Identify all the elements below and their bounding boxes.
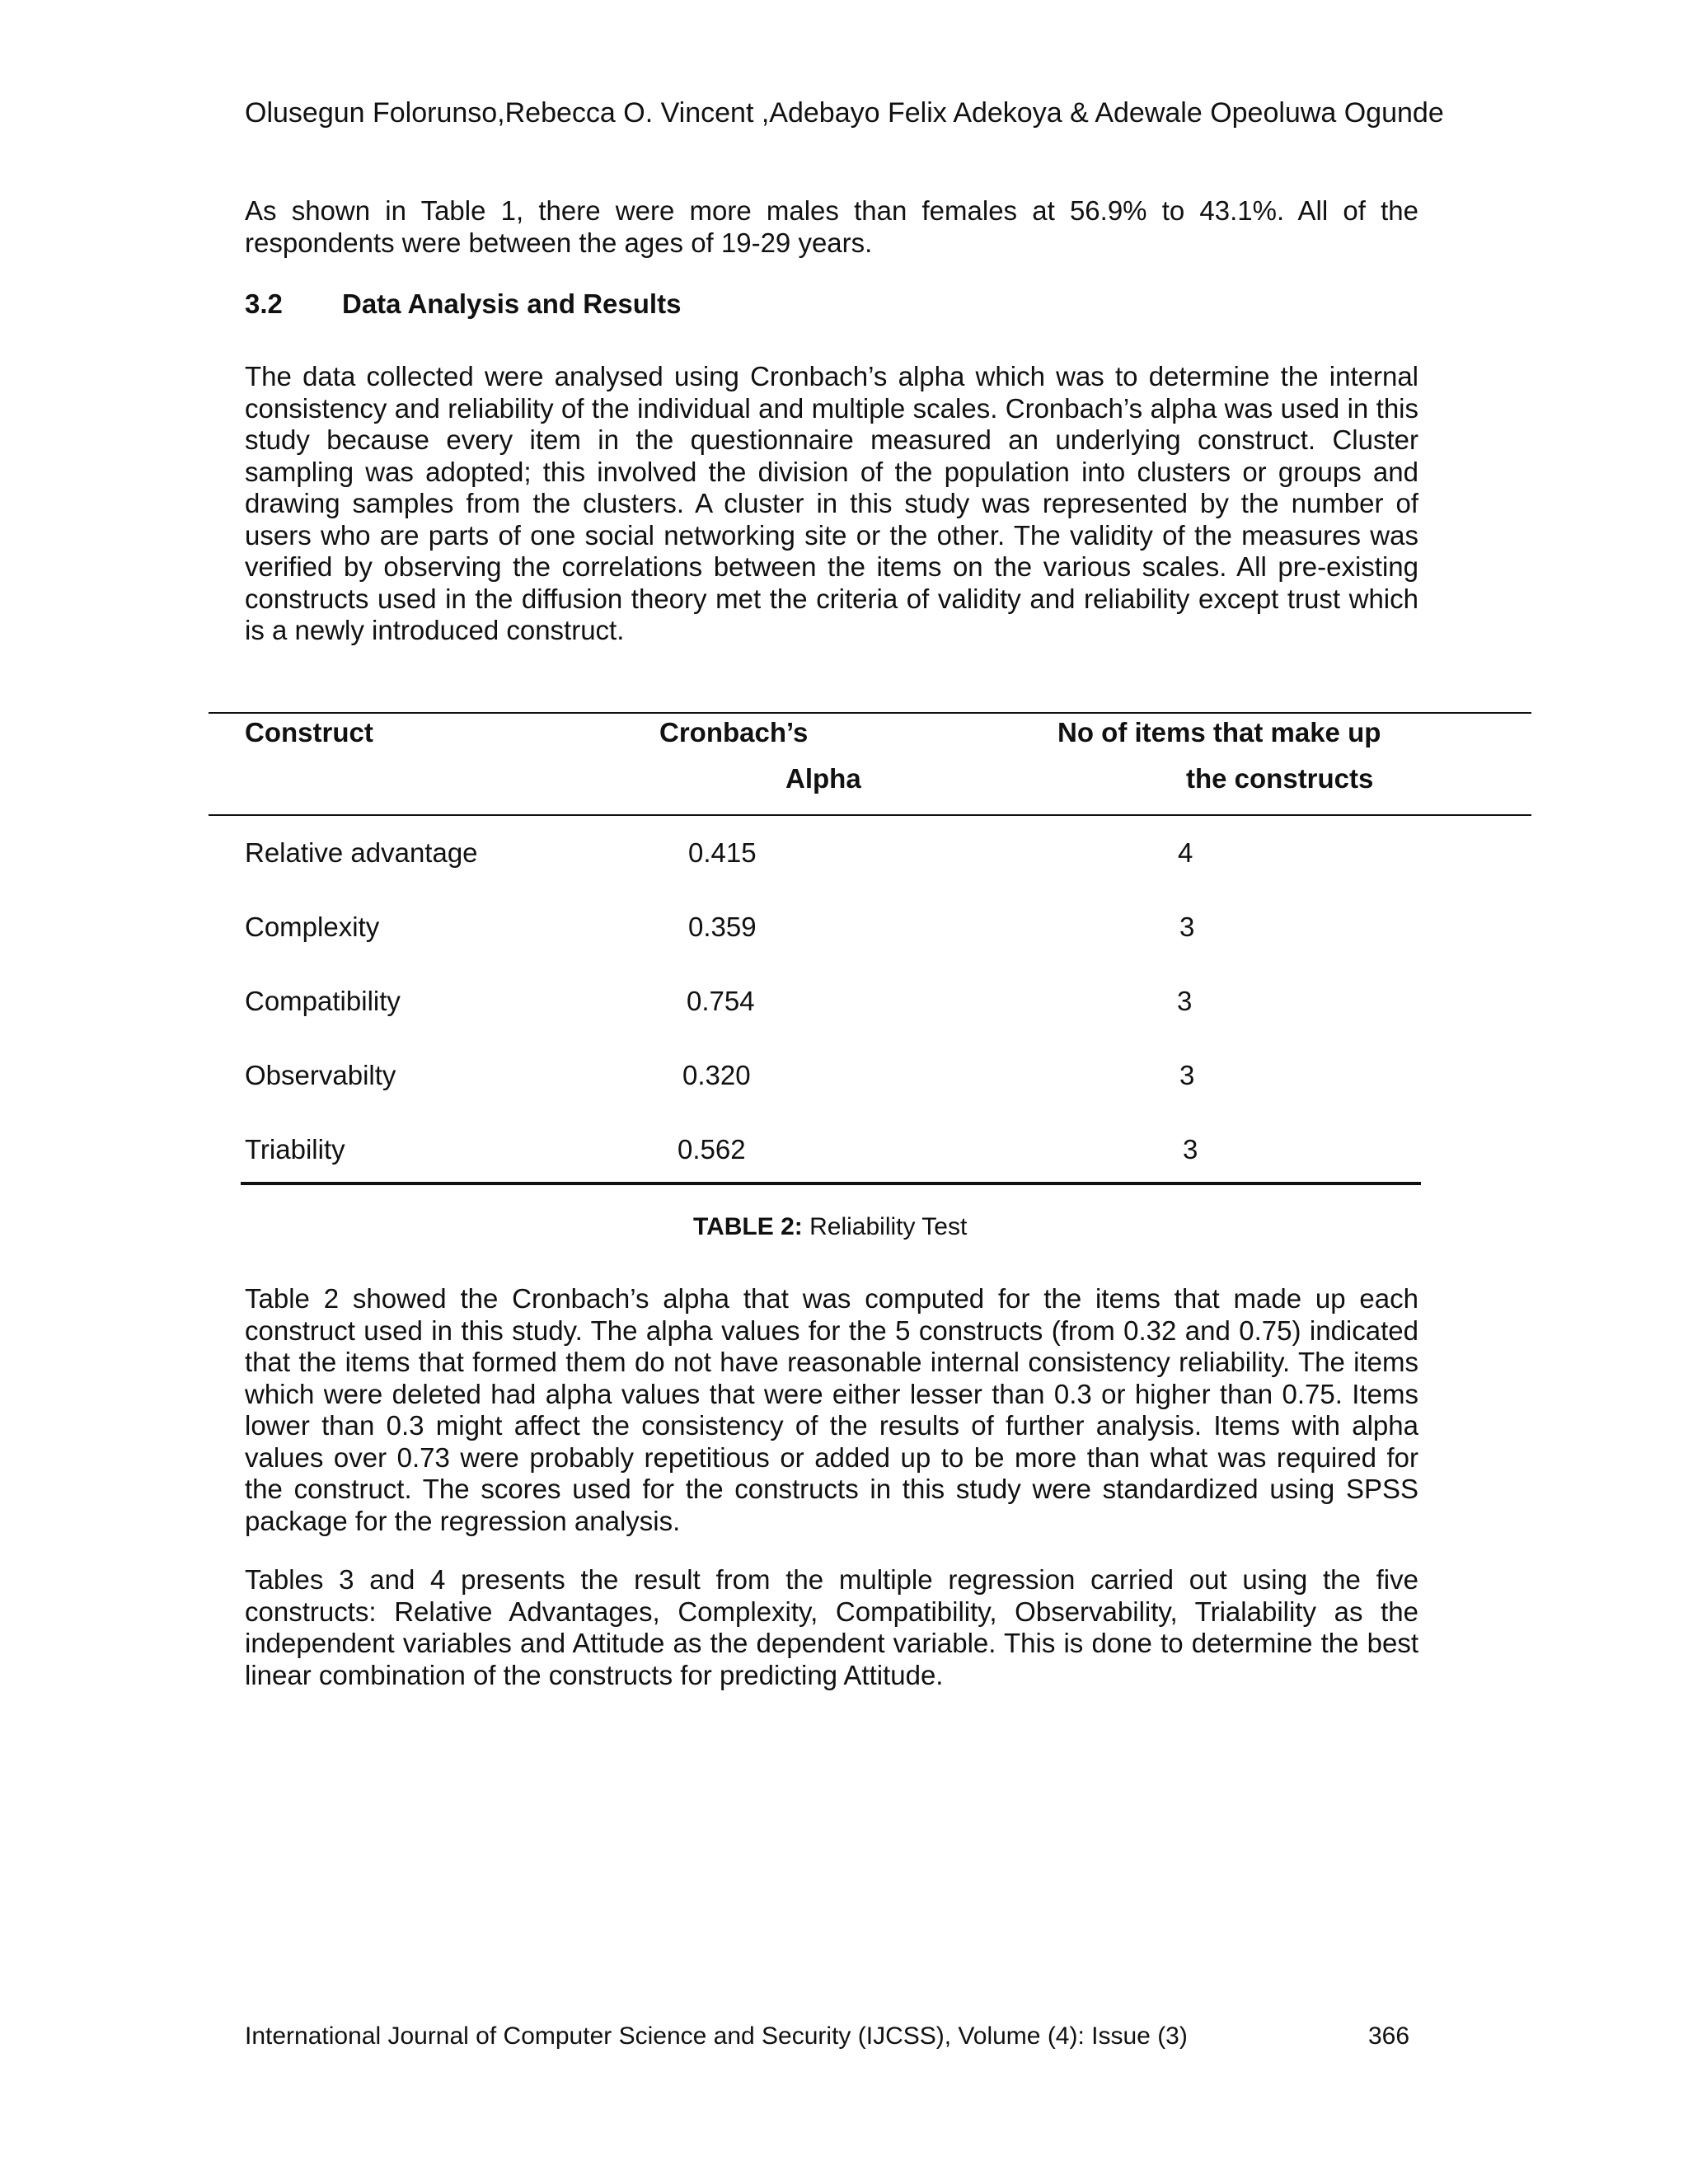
row-construct: Compatibility xyxy=(245,986,401,1016)
row-items: 3 xyxy=(1183,1134,1198,1165)
footer-page-number: 366 xyxy=(1368,2022,1410,2050)
table-bottom-rule xyxy=(241,1182,1421,1185)
caption-label: TABLE 2: xyxy=(693,1213,803,1240)
discussion-paragraph: Table 2 showed the Cronbach’s alpha that was computed for the items that made up each construct used in this study. The alpha values for the 5 constructs (from 0.32 and 0.75) indicated that the items that formed them do not have reasonable internal consistency reliability. The items which were deleted had alpha values that were either lesser than 0.3 or higher than 0.75. Items lower than 0.3 might affect the consistency of the results of further analysis. Items with alpha values over 0.73 were probably repetitious or added up to be more than what was required for the construct. The scores used for the constructs in this study were standardized using SPSS package for the regression analysis. xyxy=(245,1283,1418,1536)
row-alpha: 0.562 xyxy=(678,1134,746,1165)
running-header: Olusegun Folorunso,Rebecca O. Vincent ,Adebayo Felix Adekoya & Adewale Opeoluwa Ogunde xyxy=(245,97,1444,129)
row-items: 3 xyxy=(1179,912,1195,942)
section-heading xyxy=(245,287,681,321)
row-items: 3 xyxy=(1179,1060,1195,1090)
row-construct: Triability xyxy=(245,1134,345,1165)
header-alpha-line1: Cronbach’s xyxy=(659,717,809,748)
table-top-rule xyxy=(209,712,1531,714)
intro-paragraph: As shown in Table 1, there were more males than females at 56.9% to 43.1%. All of the respondents were between the ages of 19-29 years. xyxy=(245,195,1418,258)
analysis-paragraph: The data collected were analysed using Cronbach’s alpha which was to determine the internal consistency and reliability of the individual and multiple scales. Cronbach’s alpha was used in this study because every item in the questionnaire measured an underlying construct. Cluster sampling was adopted; this involved the division of the population into clusters or groups and drawing samples from the clusters. A cluster in this study was represented by the number of users who are parts of one social networking site or the other. The validity of the measures was verified by observing the correlations between the items on the various scales. All pre-existing constructs used in the diffusion theory met the criteria of validity and reliability except trust which is a newly introduced construct. xyxy=(245,361,1418,645)
table-caption xyxy=(693,1212,967,1243)
row-alpha: 0.359 xyxy=(688,912,757,942)
row-construct: Complexity xyxy=(245,912,380,942)
caption-text: Reliability Test xyxy=(802,1213,968,1240)
row-alpha: 0.415 xyxy=(688,837,757,868)
row-construct: Relative advantage xyxy=(245,837,478,868)
section-number: 3.2 xyxy=(245,288,283,319)
regression-paragraph: Tables 3 and 4 presents the result from the multiple regression carried out using the five constructs: Relative Advantages, Complexity, Compatibility, Observability, Trialability as the independent variables and Attitude as the dependent variable. This is done to determine the best linear combination of the constructs for predicting Attitude. xyxy=(245,1564,1418,1690)
row-items: 3 xyxy=(1177,986,1193,1016)
header-alpha-line2: Alpha xyxy=(785,763,861,794)
footer-journal: International Journal of Computer Science and Security (IJCSS), Volume (4): Issue (3) xyxy=(245,2022,1188,2050)
header-items-line1: No of items that make up xyxy=(1057,717,1381,748)
row-alpha: 0.320 xyxy=(682,1060,751,1090)
table-header-rule xyxy=(209,814,1531,816)
header-items-line2: the constructs xyxy=(1186,763,1374,794)
section-title: Data Analysis and Results xyxy=(342,288,682,319)
row-construct: Observabilty xyxy=(245,1060,396,1090)
row-items: 4 xyxy=(1178,837,1193,868)
header-construct: Construct xyxy=(245,717,373,748)
row-alpha: 0.754 xyxy=(687,986,755,1016)
